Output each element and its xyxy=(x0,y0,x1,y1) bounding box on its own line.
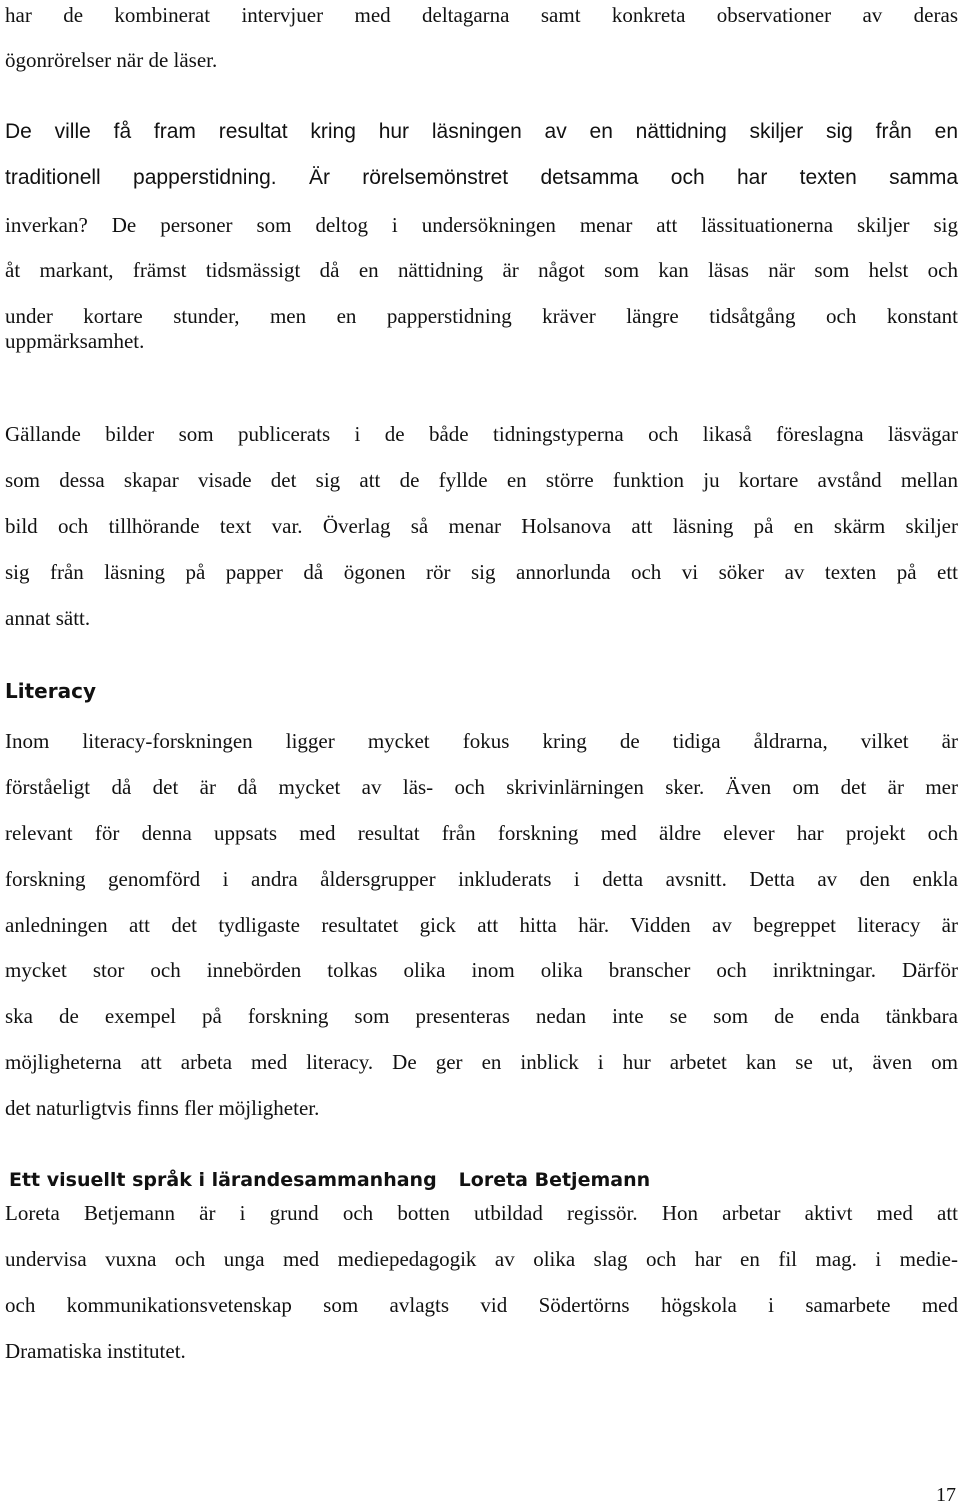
section-heading: Literacy xyxy=(5,679,96,703)
page-number: 17 xyxy=(936,1484,956,1506)
text-line: traditionell papperstidning. Är rörelsemönstret detsamma och har texten samma xyxy=(5,166,958,189)
text-line: inverkan? De personer som deltog i undersökningen menar att lässituationerna skiljer sig xyxy=(5,213,958,237)
text-line: ögonrörelser när de läser. xyxy=(5,48,218,72)
text-line: under kortare stunder, men en papperstidning kräver längre tidsåtgång och konstant xyxy=(5,304,958,328)
text-line: Gällande bilder som publicerats i de både tidningstyperna och likaså föreslagna läsvägar xyxy=(5,422,958,446)
text-line: ska de exempel på forskning som presenteras nedan inte se som de enda tänkbara xyxy=(5,1004,958,1028)
text-line: bild och tillhörande text var. Överlag så menar Holsanova att läsning på en skärm skiljer xyxy=(5,514,958,538)
text-line: Dramatiska institutet. xyxy=(5,1339,186,1363)
text-line: förståeligt då det är då mycket av läs- och skrivinlärningen sker. Även om det är mer xyxy=(5,775,958,799)
text-line: möjligheterna att arbeta med literacy. De ger en inblick i hur arbetet kan se ut, även om xyxy=(5,1050,958,1074)
text-line: forskning genomförd i andra åldersgrupper inkluderats i detta avsnitt. Detta av den enkla xyxy=(5,867,958,891)
text-line: anledningen att det tydligaste resultatet gick att hitta här. Vidden av begreppet literacy är xyxy=(5,913,958,937)
text-line: annat sätt. xyxy=(5,606,91,630)
text-line: det naturligtvis finns fler möjligheter. xyxy=(5,1096,320,1120)
text-line: och kommunikationsvetenskap som avlagts vid Södertörns högskola i samarbete med xyxy=(5,1293,958,1317)
text-line: undervisa vuxna och unga med mediepedagogik av olika slag och har en fil mag. i medie- xyxy=(5,1247,958,1271)
text-line: åt markant, främst tidsmässigt då en nättidning är något som kan läsas när som helst och xyxy=(5,258,958,282)
text-line: uppmärksamhet. xyxy=(5,329,145,353)
subsection-title: Ett visuellt språk i lärandesammanhang xyxy=(9,1169,437,1191)
text-line: mycket stor och innebörden tolkas olika inom olika branscher och inriktningar. Därför xyxy=(5,958,958,982)
text-line: relevant för denna uppsats med resultat från forskning med äldre elever har projekt och xyxy=(5,821,958,845)
text-line: sig från läsning på papper då ögonen rör sig annorlunda och vi söker av texten på ett xyxy=(5,560,958,584)
text-line: Loreta Betjemann är i grund och botten utbildad regissör. Hon arbetar aktivt med att xyxy=(5,1201,958,1225)
text-line: som dessa skapar visade det sig att de fyllde en större funktion ju kortare avstånd mellan xyxy=(5,468,958,492)
text-line: har de kombinerat intervjuer med deltagarna samt konkreta observationer av deras xyxy=(5,3,958,27)
subsection-author: Loreta Betjemann xyxy=(458,1169,651,1191)
subsection-heading xyxy=(9,1165,650,1195)
text-line: De ville få fram resultat kring hur läsningen av en nättidning skiljer sig från en xyxy=(5,120,958,143)
text-line: Inom literacy-forskningen ligger mycket fokus kring de tidiga åldrarna, vilket är xyxy=(5,729,958,753)
